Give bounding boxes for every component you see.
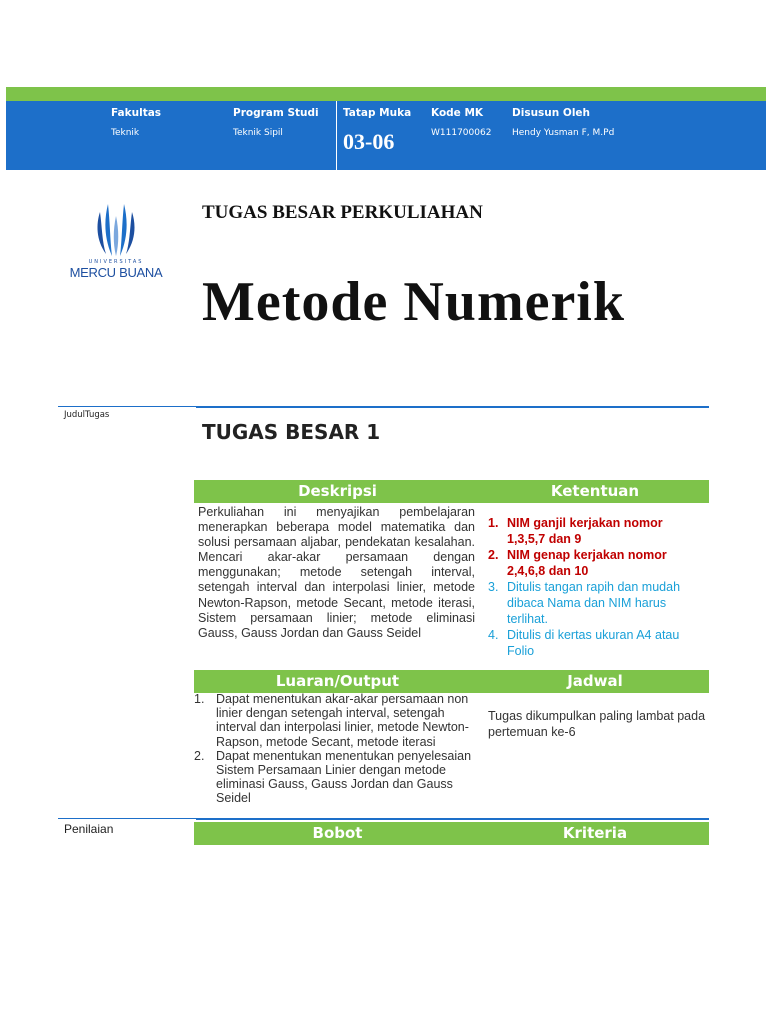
prodi-label: Program Studi [233,107,319,119]
luaran-item: 2. Dapat menentukan menentukan penyelesaian Sistem Persamaan Linier dengan metode eliminasi Gauss, Gauss Jordan dan Gauss Seidel [194,748,472,806]
course-header [6,101,766,170]
section-rule [196,406,709,408]
ketentuan-item: 3. Ditulis tangan rapih dan mudah dibaca Nama dan NIM harus terlihat. [488,580,681,626]
bobot-header: Bobot [194,822,481,845]
luaran-list [194,692,476,806]
ketentuan-item: 1. NIM ganjil kerjakan nomor 1,3,5,7 dan 9 [488,516,663,546]
document-subtitle: TUGAS BESAR PERKULIAHAN [202,202,483,223]
tatap-muka-label: Tatap Muka [343,107,412,119]
penilaian-label: Penilaian [64,822,114,836]
disusun-value: Hendy Yusman F, M.Pd [512,128,615,138]
header-divider [336,101,337,170]
prodi-value: Teknik Sipil [233,128,283,138]
penilaian-side-rule [58,818,196,819]
flame-logo-icon [94,202,138,258]
kode-mk-value: W111700062 [431,128,492,138]
university-logo [64,202,168,284]
kode-mk-label: Kode MK [431,107,484,119]
ketentuan-list [488,515,703,659]
deskripsi-text: Perkuliahan ini menyajikan pembelajaran menerapkan beberapa model matematika dan solusi persamaan aljabar, pendekatan kesalahan. Mencari akar-akar persamaan dengan menggunakan; metode setengah interval, setengah interval dan interpolasi linier, metode Newton-Rapson, metode Secant, metode iterasi, Sistem persamaan linier; metode eliminasi Gauss, Gauss Jordan dan Gauss Seidel [198,505,475,640]
deskripsi-header: Deskripsi [194,480,481,503]
header-accent-bar [6,87,766,101]
fakultas-label: Fakultas [111,107,162,119]
luaran-item: 1. Dapat menentukan akar-akar persamaan non linier dengan setengah interval, setengah interval dan interpolasi linier, metode Newton-Rapson, metode Secant, metode iterasi [194,692,469,749]
jadwal-header: Jadwal [481,670,709,693]
side-rule [58,406,196,407]
ketentuan-item: 4. Ditulis di kertas ukuran A4 atau Folio [488,628,680,658]
tatap-muka-value: 03-06 [343,129,395,154]
disusun-label: Disusun Oleh [512,107,591,119]
kriteria-header: Kriteria [481,822,709,845]
document-title: Metode Numerik [202,271,626,333]
ketentuan-header: Ketentuan [481,480,709,503]
luaran-header: Luaran/Output [194,670,481,693]
logo-university-text: UNIVERSITAS [88,259,144,265]
jadwal-text: Tugas dikumpulkan paling lambat pada pertemuan ke-6 [488,709,706,739]
logo-brand-text: MERCU BUANA [69,265,163,280]
fakultas-value: Teknik [111,128,140,138]
ketentuan-item: 2. NIM genap kerjakan nomor 2,4,6,8 dan 10 [488,548,667,578]
penilaian-rule [196,818,709,820]
judul-tugas-label: JudulTugas [64,410,110,420]
task-title: TUGAS BESAR 1 [202,420,381,444]
